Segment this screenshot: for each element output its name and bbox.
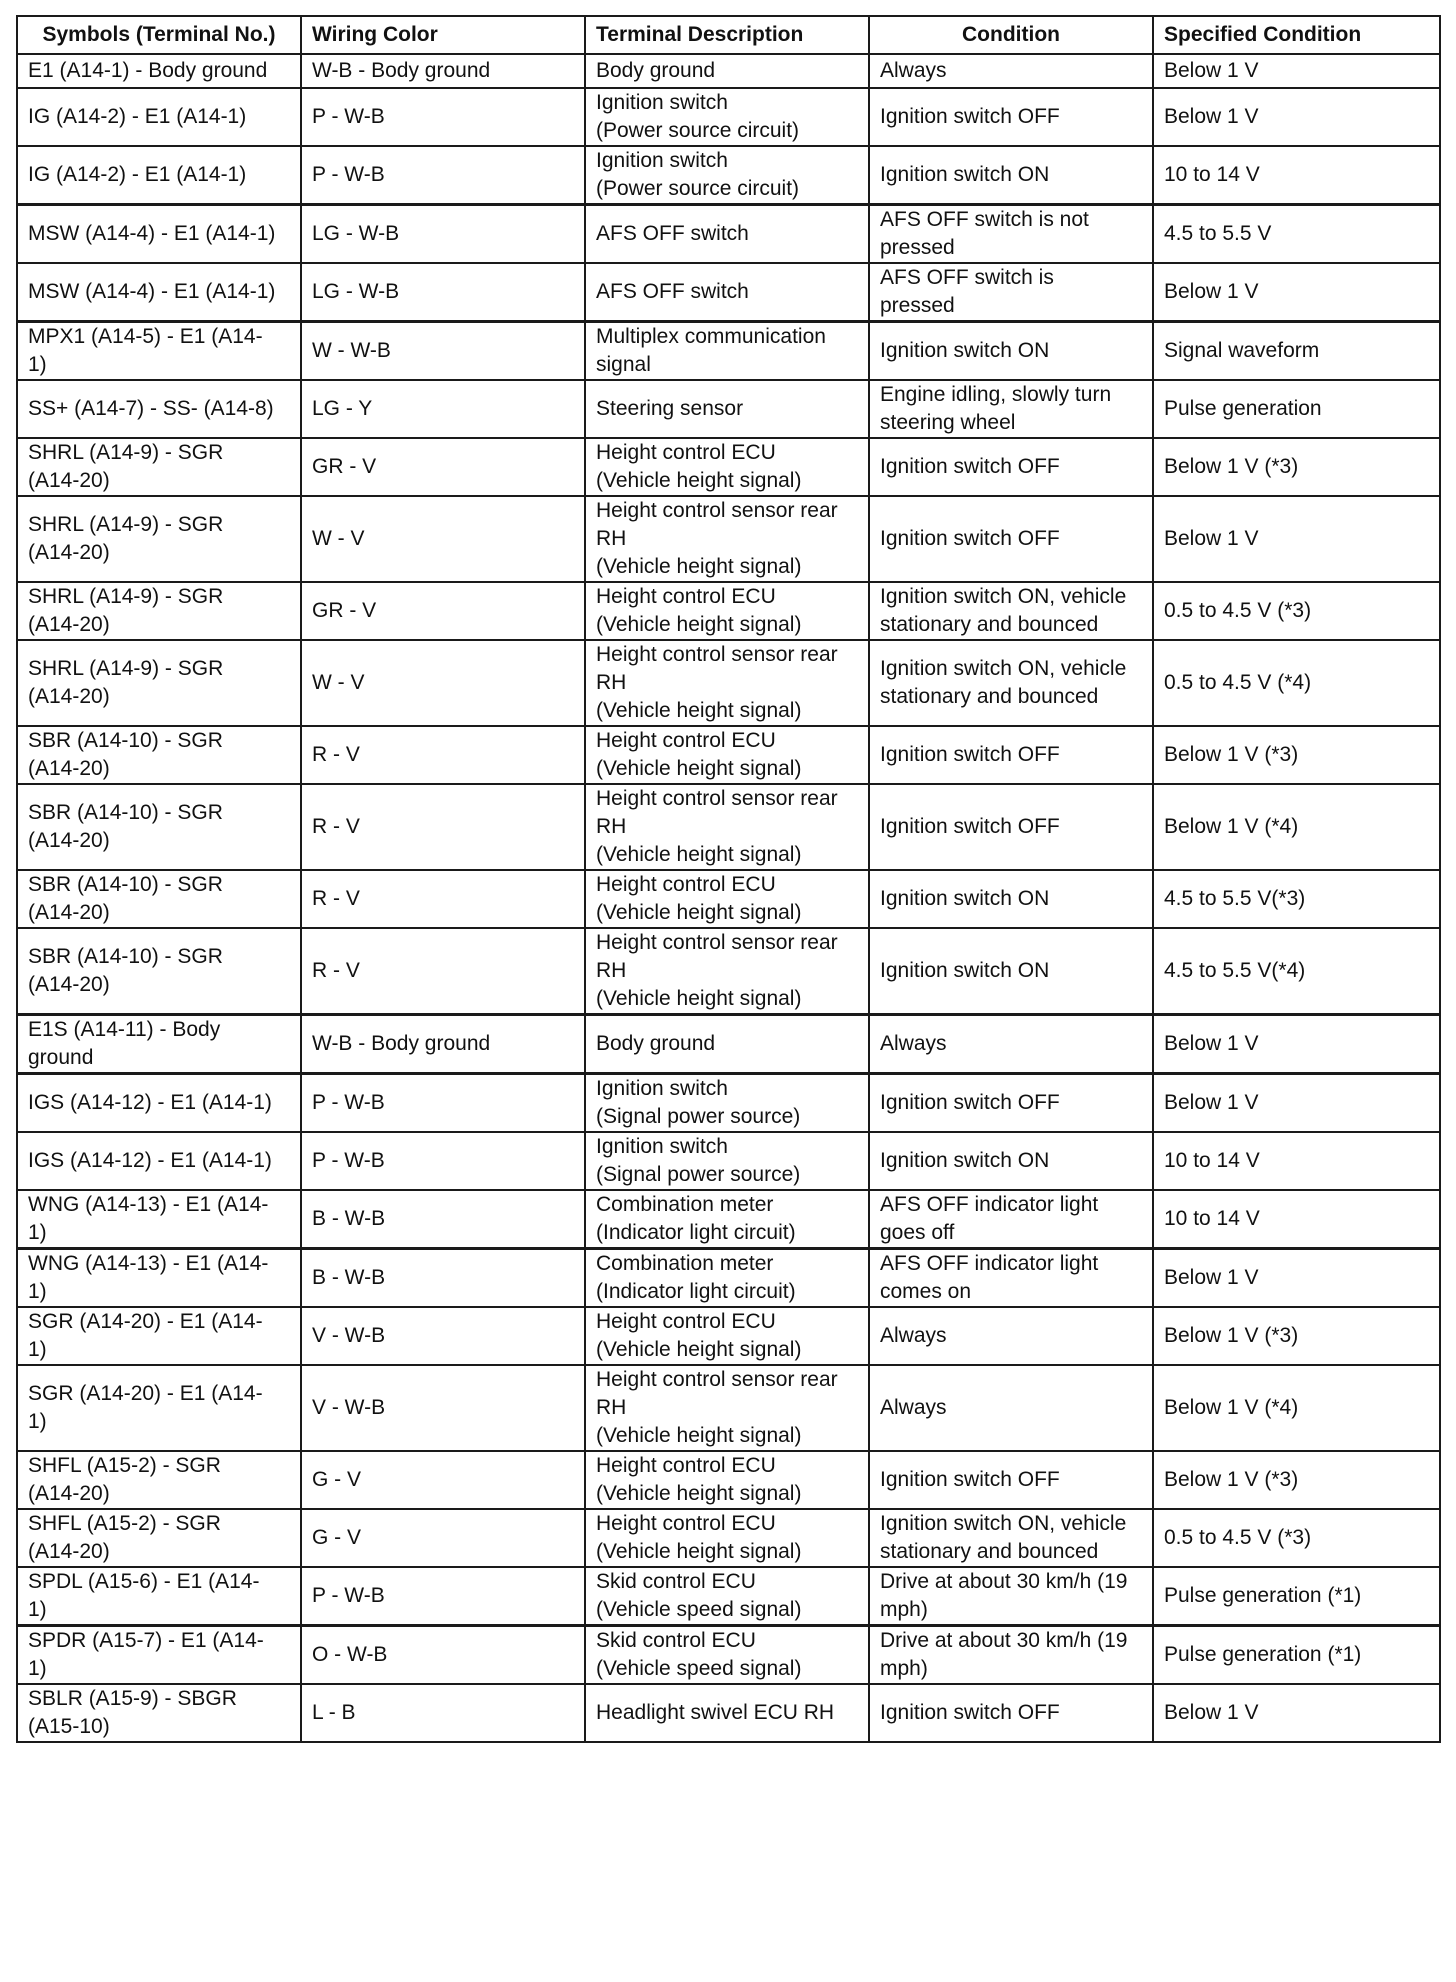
cell-specified-condition: 10 to 14 V bbox=[1153, 1190, 1440, 1249]
table-row bbox=[17, 1365, 1440, 1451]
cell-condition: Ignition switch OFF bbox=[869, 438, 1153, 496]
cell-symbols: E1S (A14-11) - Body ground bbox=[17, 1015, 301, 1074]
cell-symbols: SHRL (A14-9) - SGR (A14-20) bbox=[17, 582, 301, 640]
table-row bbox=[17, 1567, 1440, 1626]
cell-wiring-color: B - W-B bbox=[301, 1249, 585, 1308]
header-specified-condition: Specified Condition bbox=[1153, 16, 1440, 54]
cell-symbols: SHRL (A14-9) - SGR (A14-20) bbox=[17, 496, 301, 582]
cell-symbols: MSW (A14-4) - E1 (A14-1) bbox=[17, 205, 301, 264]
cell-terminal-description: Steering sensor bbox=[585, 380, 869, 438]
cell-condition: Drive at about 30 km/h (19 mph) bbox=[869, 1626, 1153, 1685]
cell-condition: Ignition switch ON, vehicle stationary and bounced bbox=[869, 582, 1153, 640]
cell-symbols: IGS (A14-12) - E1 (A14-1) bbox=[17, 1132, 301, 1190]
cell-specified-condition: Below 1 V (*3) bbox=[1153, 1307, 1440, 1365]
cell-symbols: MSW (A14-4) - E1 (A14-1) bbox=[17, 263, 301, 322]
cell-terminal-description: Multiplex communication signal bbox=[585, 322, 869, 381]
cell-terminal-description: Ignition switch (Power source circuit) bbox=[585, 146, 869, 205]
header-condition: Condition bbox=[869, 16, 1153, 54]
cell-symbols: SBR (A14-10) - SGR (A14-20) bbox=[17, 928, 301, 1015]
cell-symbols: IG (A14-2) - E1 (A14-1) bbox=[17, 88, 301, 146]
cell-wiring-color: LG - Y bbox=[301, 380, 585, 438]
cell-terminal-description: Skid control ECU (Vehicle speed signal) bbox=[585, 1626, 869, 1685]
table-row bbox=[17, 1626, 1440, 1685]
cell-terminal-description: Ignition switch (Signal power source) bbox=[585, 1132, 869, 1190]
cell-wiring-color: V - W-B bbox=[301, 1365, 585, 1451]
cell-terminal-description: Height control sensor rear RH (Vehicle height signal) bbox=[585, 640, 869, 726]
table-row bbox=[17, 88, 1440, 146]
cell-wiring-color: W-B - Body ground bbox=[301, 54, 585, 88]
table-row bbox=[17, 928, 1440, 1015]
cell-condition: Ignition switch ON, vehicle stationary and bounced bbox=[869, 640, 1153, 726]
table-header bbox=[17, 16, 1440, 54]
cell-condition: Ignition switch OFF bbox=[869, 1684, 1153, 1742]
cell-symbols: SBLR (A15-9) - SBGR (A15-10) bbox=[17, 1684, 301, 1742]
cell-condition: Always bbox=[869, 1015, 1153, 1074]
table-row bbox=[17, 1074, 1440, 1133]
cell-terminal-description: Headlight swivel ECU RH bbox=[585, 1684, 869, 1742]
cell-terminal-description: AFS OFF switch bbox=[585, 263, 869, 322]
cell-condition: Ignition switch ON bbox=[869, 928, 1153, 1015]
cell-condition: Ignition switch ON bbox=[869, 322, 1153, 381]
cell-specified-condition: Below 1 V (*3) bbox=[1153, 1451, 1440, 1509]
cell-specified-condition: Pulse generation (*1) bbox=[1153, 1626, 1440, 1685]
cell-symbols: E1 (A14-1) - Body ground bbox=[17, 54, 301, 88]
cell-symbols: WNG (A14-13) - E1 (A14- 1) bbox=[17, 1190, 301, 1249]
cell-terminal-description: Height control sensor rear RH (Vehicle height signal) bbox=[585, 1365, 869, 1451]
table-row bbox=[17, 54, 1440, 88]
cell-terminal-description: Body ground bbox=[585, 1015, 869, 1074]
cell-symbols: IG (A14-2) - E1 (A14-1) bbox=[17, 146, 301, 205]
cell-condition: Ignition switch OFF bbox=[869, 1074, 1153, 1133]
cell-wiring-color: R - V bbox=[301, 870, 585, 928]
cell-specified-condition: Below 1 V bbox=[1153, 496, 1440, 582]
table-row bbox=[17, 322, 1440, 381]
cell-symbols: SBR (A14-10) - SGR (A14-20) bbox=[17, 726, 301, 784]
cell-wiring-color: R - V bbox=[301, 726, 585, 784]
cell-symbols: MPX1 (A14-5) - E1 (A14- 1) bbox=[17, 322, 301, 381]
cell-symbols: SPDL (A15-6) - E1 (A14- 1) bbox=[17, 1567, 301, 1626]
cell-specified-condition: 10 to 14 V bbox=[1153, 146, 1440, 205]
cell-specified-condition: 4.5 to 5.5 V(*3) bbox=[1153, 870, 1440, 928]
cell-terminal-description: Height control ECU (Vehicle height signal) bbox=[585, 726, 869, 784]
cell-wiring-color: P - W-B bbox=[301, 1074, 585, 1133]
header-terminal-description: Terminal Description bbox=[585, 16, 869, 54]
cell-wiring-color: G - V bbox=[301, 1509, 585, 1567]
cell-condition: Ignition switch ON bbox=[869, 870, 1153, 928]
cell-condition: Always bbox=[869, 1365, 1153, 1451]
cell-wiring-color: W - V bbox=[301, 496, 585, 582]
cell-specified-condition: Below 1 V bbox=[1153, 1015, 1440, 1074]
table-row bbox=[17, 205, 1440, 264]
cell-wiring-color: R - V bbox=[301, 928, 585, 1015]
cell-terminal-description: Body ground bbox=[585, 54, 869, 88]
table-row bbox=[17, 496, 1440, 582]
cell-symbols: SBR (A14-10) - SGR (A14-20) bbox=[17, 784, 301, 870]
cell-terminal-description: Combination meter (Indicator light circuit) bbox=[585, 1249, 869, 1308]
cell-symbols: SPDR (A15-7) - E1 (A14- 1) bbox=[17, 1626, 301, 1685]
cell-terminal-description: Height control ECU (Vehicle height signal) bbox=[585, 438, 869, 496]
cell-specified-condition: Below 1 V bbox=[1153, 54, 1440, 88]
cell-wiring-color: P - W-B bbox=[301, 1132, 585, 1190]
table-row bbox=[17, 582, 1440, 640]
cell-specified-condition: 4.5 to 5.5 V(*4) bbox=[1153, 928, 1440, 1015]
cell-symbols: SBR (A14-10) - SGR (A14-20) bbox=[17, 870, 301, 928]
cell-condition: Ignition switch OFF bbox=[869, 726, 1153, 784]
cell-specified-condition: Pulse generation bbox=[1153, 380, 1440, 438]
cell-wiring-color: P - W-B bbox=[301, 1567, 585, 1626]
cell-terminal-description: Height control ECU (Vehicle height signal) bbox=[585, 582, 869, 640]
table-row bbox=[17, 380, 1440, 438]
cell-wiring-color: L - B bbox=[301, 1684, 585, 1742]
cell-wiring-color: P - W-B bbox=[301, 146, 585, 205]
table-row bbox=[17, 1684, 1440, 1742]
cell-wiring-color: R - V bbox=[301, 784, 585, 870]
cell-symbols: SGR (A14-20) - E1 (A14- 1) bbox=[17, 1307, 301, 1365]
header-symbols: Symbols (Terminal No.) bbox=[17, 16, 301, 54]
cell-symbols: SGR (A14-20) - E1 (A14- 1) bbox=[17, 1365, 301, 1451]
cell-terminal-description: Height control sensor rear RH (Vehicle height signal) bbox=[585, 928, 869, 1015]
cell-wiring-color: V - W-B bbox=[301, 1307, 585, 1365]
cell-symbols: SHFL (A15-2) - SGR (A14-20) bbox=[17, 1509, 301, 1567]
table-row bbox=[17, 263, 1440, 322]
table-row bbox=[17, 784, 1440, 870]
cell-wiring-color: O - W-B bbox=[301, 1626, 585, 1685]
cell-condition: Ignition switch ON bbox=[869, 146, 1153, 205]
cell-specified-condition: Below 1 V bbox=[1153, 1074, 1440, 1133]
table-body bbox=[17, 54, 1440, 1742]
cell-symbols: SS+ (A14-7) - SS- (A14-8) bbox=[17, 380, 301, 438]
cell-condition: Ignition switch OFF bbox=[869, 1451, 1153, 1509]
cell-specified-condition: Below 1 V bbox=[1153, 1684, 1440, 1742]
cell-specified-condition: Below 1 V (*3) bbox=[1153, 726, 1440, 784]
table-row bbox=[17, 1190, 1440, 1249]
cell-symbols: SHRL (A14-9) - SGR (A14-20) bbox=[17, 438, 301, 496]
cell-condition: Ignition switch ON, vehicle stationary and bounced bbox=[869, 1509, 1153, 1567]
cell-condition: Ignition switch ON bbox=[869, 1132, 1153, 1190]
cell-terminal-description: Height control ECU (Vehicle height signal) bbox=[585, 1451, 869, 1509]
cell-terminal-description: Height control ECU (Vehicle height signal) bbox=[585, 1509, 869, 1567]
cell-symbols: SHFL (A15-2) - SGR (A14-20) bbox=[17, 1451, 301, 1509]
cell-wiring-color: W - V bbox=[301, 640, 585, 726]
cell-symbols: SHRL (A14-9) - SGR (A14-20) bbox=[17, 640, 301, 726]
cell-condition: Ignition switch OFF bbox=[869, 784, 1153, 870]
cell-condition: AFS OFF switch is pressed bbox=[869, 263, 1153, 322]
cell-specified-condition: Below 1 V (*4) bbox=[1153, 784, 1440, 870]
table-row bbox=[17, 870, 1440, 928]
cell-wiring-color: GR - V bbox=[301, 582, 585, 640]
cell-terminal-description: Ignition switch (Power source circuit) bbox=[585, 88, 869, 146]
cell-condition: Ignition switch OFF bbox=[869, 496, 1153, 582]
cell-wiring-color: GR - V bbox=[301, 438, 585, 496]
cell-specified-condition: 4.5 to 5.5 V bbox=[1153, 205, 1440, 264]
cell-specified-condition: Below 1 V (*4) bbox=[1153, 1365, 1440, 1451]
cell-condition: Always bbox=[869, 54, 1153, 88]
cell-condition: AFS OFF indicator light goes off bbox=[869, 1190, 1153, 1249]
cell-specified-condition: Below 1 V (*3) bbox=[1153, 438, 1440, 496]
table-row bbox=[17, 640, 1440, 726]
cell-condition: Drive at about 30 km/h (19 mph) bbox=[869, 1567, 1153, 1626]
table-row bbox=[17, 1509, 1440, 1567]
cell-wiring-color: B - W-B bbox=[301, 1190, 585, 1249]
cell-specified-condition: Signal waveform bbox=[1153, 322, 1440, 381]
cell-symbols: WNG (A14-13) - E1 (A14- 1) bbox=[17, 1249, 301, 1308]
cell-condition: Always bbox=[869, 1307, 1153, 1365]
cell-terminal-description: Combination meter (Indicator light circuit) bbox=[585, 1190, 869, 1249]
cell-terminal-description: Height control ECU (Vehicle height signal) bbox=[585, 1307, 869, 1365]
cell-specified-condition: Below 1 V bbox=[1153, 263, 1440, 322]
cell-specified-condition: 0.5 to 4.5 V (*3) bbox=[1153, 582, 1440, 640]
cell-wiring-color: W - W-B bbox=[301, 322, 585, 381]
cell-condition: Engine idling, slowly turn steering wheel bbox=[869, 380, 1153, 438]
cell-terminal-description: AFS OFF switch bbox=[585, 205, 869, 264]
cell-wiring-color: LG - W-B bbox=[301, 205, 585, 264]
table-row bbox=[17, 146, 1440, 205]
cell-wiring-color: P - W-B bbox=[301, 88, 585, 146]
cell-terminal-description: Height control sensor rear RH (Vehicle height signal) bbox=[585, 784, 869, 870]
cell-terminal-description: Height control ECU (Vehicle height signal) bbox=[585, 870, 869, 928]
table-row bbox=[17, 1132, 1440, 1190]
table-row bbox=[17, 1307, 1440, 1365]
cell-wiring-color: W-B - Body ground bbox=[301, 1015, 585, 1074]
cell-terminal-description: Height control sensor rear RH (Vehicle height signal) bbox=[585, 496, 869, 582]
cell-specified-condition: 0.5 to 4.5 V (*3) bbox=[1153, 1509, 1440, 1567]
cell-symbols: IGS (A14-12) - E1 (A14-1) bbox=[17, 1074, 301, 1133]
cell-terminal-description: Skid control ECU (Vehicle speed signal) bbox=[585, 1567, 869, 1626]
cell-wiring-color: LG - W-B bbox=[301, 263, 585, 322]
cell-condition: Ignition switch OFF bbox=[869, 88, 1153, 146]
table-row bbox=[17, 726, 1440, 784]
cell-wiring-color: G - V bbox=[301, 1451, 585, 1509]
cell-specified-condition: Below 1 V bbox=[1153, 1249, 1440, 1308]
cell-specified-condition: Pulse generation (*1) bbox=[1153, 1567, 1440, 1626]
cell-specified-condition: Below 1 V bbox=[1153, 88, 1440, 146]
table-row bbox=[17, 1451, 1440, 1509]
header-wiring-color: Wiring Color bbox=[301, 16, 585, 54]
table-row bbox=[17, 1015, 1440, 1074]
terminal-spec-table bbox=[16, 15, 1441, 1743]
cell-condition: AFS OFF indicator light comes on bbox=[869, 1249, 1153, 1308]
cell-terminal-description: Ignition switch (Signal power source) bbox=[585, 1074, 869, 1133]
cell-specified-condition: 10 to 14 V bbox=[1153, 1132, 1440, 1190]
table-row bbox=[17, 1249, 1440, 1308]
cell-condition: AFS OFF switch is not pressed bbox=[869, 205, 1153, 264]
cell-specified-condition: 0.5 to 4.5 V (*4) bbox=[1153, 640, 1440, 726]
header-row bbox=[17, 16, 1440, 54]
table-row bbox=[17, 438, 1440, 496]
